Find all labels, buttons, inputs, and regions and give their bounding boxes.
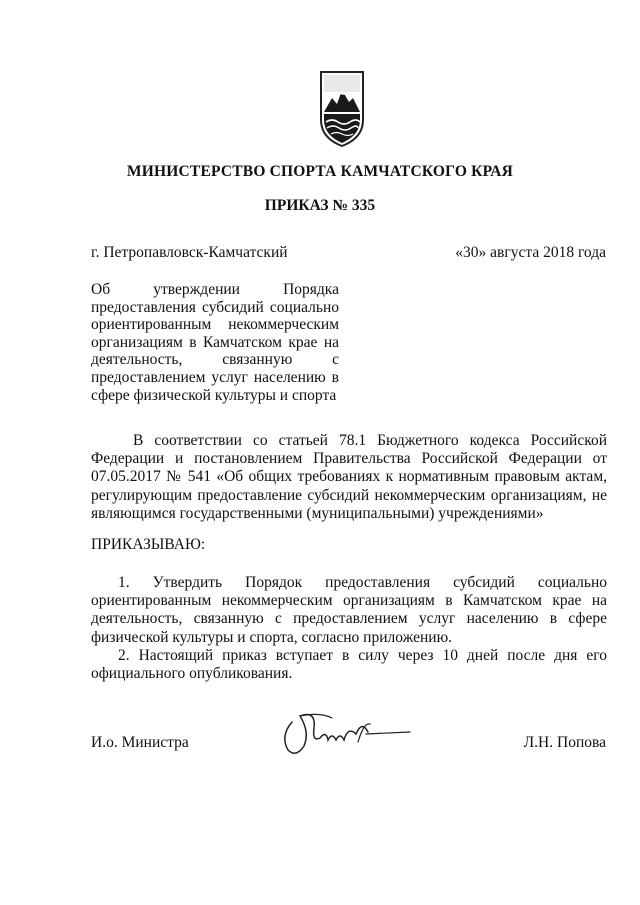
- directive-heading: ПРИКАЗЫВАЮ:: [91, 536, 206, 553]
- ministry-name: МИНИСТЕРСТВО СПОРТА КАМЧАТСКОГО КРАЯ: [126, 163, 514, 180]
- preamble-paragraph: В соответствии со статьей 78.1 Бюджетного кодекса Российской Федерации и постановлением Правительства Российской Федерации от 07.05.2017 № 541 «Об общих требованиях к нормативным правовым актам, регулирующим предоставление субсидий некоммерческим организациям, не являющимся государственными (муниципальными) учреждениями»: [91, 432, 607, 522]
- handwritten-signature: [270, 702, 420, 762]
- issue-date: «30» августа 2018 года: [455, 244, 606, 261]
- order-items: [91, 574, 607, 683]
- signatory-title: И.о. Министра: [91, 734, 189, 751]
- issue-place: г. Петропавловск-Камчатский: [91, 244, 288, 261]
- order-subject: Об утверждении Порядка предоставления субсидий социально ориентированным некоммерческим организациям в Камчатском крае на деятельность, связанную с предоставлением услуг населению в сфере физической культуры и спорта: [91, 281, 339, 404]
- order-item: 1. Утвердить Порядок предоставления субсидий социально ориентированным некоммерческим организациям в Камчатском крае на деятельность, связанную с предоставлением услуг населению в сфере физической культуры и спорта, согласно приложению.: [91, 574, 607, 646]
- order-title: ПРИКАЗ № 335: [264, 197, 376, 214]
- order-item: 2. Настоящий приказ вступает в силу через 10 дней после дня его официального опубликования.: [91, 646, 607, 683]
- signatory-name: Л.Н. Попова: [523, 734, 606, 751]
- coat-of-arms-icon: [318, 68, 366, 148]
